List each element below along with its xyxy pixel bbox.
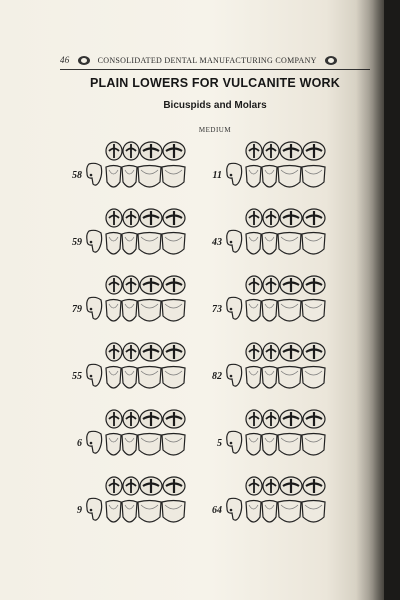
profile-view-tooth <box>84 296 104 322</box>
occlusal-tooth <box>263 209 279 227</box>
occlusal-tooth <box>140 343 162 361</box>
buccal-tooth <box>122 434 137 456</box>
buccal-tooth <box>246 367 261 389</box>
buccal-tooth <box>246 300 261 322</box>
buccal-tooth <box>278 166 301 188</box>
occlusal-view-teeth <box>244 274 330 296</box>
buccal-tooth <box>246 166 261 188</box>
occlusal-tooth <box>106 209 122 227</box>
occlusal-tooth <box>140 209 162 227</box>
occlusal-tooth <box>123 477 139 495</box>
tooth-set <box>200 274 350 334</box>
buccal-tooth <box>106 434 121 456</box>
buccal-tooth <box>246 233 261 255</box>
buccal-tooth <box>106 501 121 523</box>
buccal-view-teeth <box>104 365 190 393</box>
tooth-set <box>200 475 350 535</box>
mould-number: 82 <box>212 371 222 382</box>
header-rule <box>60 69 370 70</box>
tooth-set <box>200 341 350 401</box>
buccal-tooth <box>122 501 137 523</box>
occlusal-tooth <box>280 276 302 294</box>
occlusal-tooth <box>123 142 139 160</box>
profile-view-tooth <box>84 430 104 456</box>
buccal-view-teeth <box>244 164 330 192</box>
profile-view-tooth <box>84 363 104 389</box>
occlusal-view-teeth <box>104 140 190 162</box>
occlusal-view-teeth <box>104 274 190 296</box>
buccal-tooth <box>138 501 161 523</box>
tooth-set <box>200 408 350 468</box>
buccal-tooth <box>246 434 261 456</box>
occlusal-tooth <box>163 477 185 495</box>
mould-number: 58 <box>72 170 82 181</box>
mould-number: 55 <box>72 371 82 382</box>
occlusal-tooth <box>280 343 302 361</box>
buccal-tooth <box>302 166 325 188</box>
page-header <box>60 52 374 68</box>
occlusal-tooth <box>106 343 122 361</box>
occlusal-view-teeth <box>244 408 330 430</box>
mould-number: 79 <box>72 304 82 315</box>
buccal-view-teeth <box>244 432 330 460</box>
buccal-tooth <box>106 166 121 188</box>
occlusal-view-teeth <box>104 341 190 363</box>
buccal-tooth <box>162 501 185 523</box>
buccal-tooth <box>122 367 137 389</box>
buccal-tooth <box>262 233 277 255</box>
occlusal-tooth <box>106 410 122 428</box>
buccal-tooth <box>278 367 301 389</box>
company-name: CONSOLIDATED DENTAL MANUFACTURING COMPANY <box>97 55 317 65</box>
buccal-tooth <box>138 233 161 255</box>
buccal-view-teeth <box>244 365 330 393</box>
occlusal-view-teeth <box>104 207 190 229</box>
occlusal-tooth <box>246 142 262 160</box>
occlusal-tooth <box>303 209 325 227</box>
buccal-tooth <box>162 300 185 322</box>
occlusal-tooth <box>303 142 325 160</box>
occlusal-tooth <box>140 276 162 294</box>
occlusal-view-teeth <box>104 475 190 497</box>
mould-number: 11 <box>212 170 222 181</box>
buccal-tooth <box>302 367 325 389</box>
buccal-tooth <box>302 233 325 255</box>
occlusal-view-teeth <box>244 341 330 363</box>
buccal-tooth <box>106 233 121 255</box>
tooth-set <box>60 341 210 401</box>
mould-number: 73 <box>212 304 222 315</box>
buccal-tooth <box>302 501 325 523</box>
mould-number: 6 <box>77 438 82 449</box>
occlusal-view-teeth <box>104 408 190 430</box>
occlusal-tooth <box>163 142 185 160</box>
tooth-set <box>60 475 210 535</box>
mould-number: 5 <box>217 438 222 449</box>
occlusal-tooth <box>140 410 162 428</box>
mould-number: 59 <box>72 237 82 248</box>
profile-view-tooth <box>224 296 244 322</box>
buccal-tooth <box>138 434 161 456</box>
occlusal-tooth <box>123 276 139 294</box>
buccal-tooth <box>138 300 161 322</box>
occlusal-tooth <box>280 410 302 428</box>
occlusal-tooth <box>106 477 122 495</box>
occlusal-tooth <box>263 477 279 495</box>
occlusal-tooth <box>280 209 302 227</box>
buccal-view-teeth <box>104 432 190 460</box>
occlusal-tooth <box>163 410 185 428</box>
occlusal-tooth <box>163 209 185 227</box>
buccal-tooth <box>262 434 277 456</box>
page-subtitle: Bicuspids and Molars <box>163 100 267 111</box>
buccal-tooth <box>106 300 121 322</box>
buccal-view-teeth <box>104 298 190 326</box>
buccal-tooth <box>138 166 161 188</box>
occlusal-tooth <box>263 142 279 160</box>
tooth-set <box>60 274 210 334</box>
buccal-tooth <box>262 166 277 188</box>
occlusal-tooth <box>263 410 279 428</box>
tooth-set <box>60 140 210 200</box>
buccal-tooth <box>302 300 325 322</box>
buccal-tooth <box>138 367 161 389</box>
occlusal-tooth <box>303 343 325 361</box>
occlusal-tooth <box>280 477 302 495</box>
occlusal-view-teeth <box>244 207 330 229</box>
buccal-tooth <box>262 300 277 322</box>
occlusal-tooth <box>280 142 302 160</box>
occlusal-tooth <box>123 343 139 361</box>
buccal-view-teeth <box>244 499 330 527</box>
occlusal-tooth <box>303 410 325 428</box>
buccal-tooth <box>278 233 301 255</box>
size-label: MEDIUM <box>198 126 232 134</box>
spine-shadow <box>356 0 384 600</box>
profile-view-tooth <box>224 363 244 389</box>
occlusal-tooth <box>303 477 325 495</box>
buccal-tooth <box>162 166 185 188</box>
occlusal-tooth <box>246 343 262 361</box>
occlusal-tooth <box>163 276 185 294</box>
occlusal-tooth <box>106 276 122 294</box>
occlusal-tooth <box>163 343 185 361</box>
buccal-tooth <box>162 434 185 456</box>
profile-view-tooth <box>84 229 104 255</box>
buccal-tooth <box>262 501 277 523</box>
profile-view-tooth <box>224 229 244 255</box>
buccal-tooth <box>278 300 301 322</box>
buccal-tooth <box>122 233 137 255</box>
occlusal-tooth <box>246 477 262 495</box>
occlusal-tooth <box>123 209 139 227</box>
page-number: 46 <box>60 55 70 65</box>
tooth-set <box>60 408 210 468</box>
occlusal-tooth <box>263 276 279 294</box>
profile-view-tooth <box>224 430 244 456</box>
buccal-tooth <box>122 166 137 188</box>
profile-view-tooth <box>224 162 244 188</box>
mould-number: 64 <box>212 505 222 516</box>
buccal-tooth <box>278 434 301 456</box>
buccal-view-teeth <box>244 298 330 326</box>
page-title: PLAIN LOWERS FOR VULCANITE WORK <box>90 76 340 90</box>
occlusal-tooth <box>140 477 162 495</box>
cdm-logo-icon <box>78 56 90 65</box>
buccal-tooth <box>302 434 325 456</box>
tooth-set <box>200 207 350 267</box>
cdm-logo-icon <box>325 56 337 65</box>
occlusal-tooth <box>246 410 262 428</box>
buccal-tooth <box>262 367 277 389</box>
profile-view-tooth <box>84 497 104 523</box>
occlusal-tooth <box>123 410 139 428</box>
profile-view-tooth <box>224 497 244 523</box>
buccal-view-teeth <box>104 231 190 259</box>
buccal-tooth <box>162 233 185 255</box>
occlusal-tooth <box>303 276 325 294</box>
mould-number: 9 <box>77 505 82 516</box>
occlusal-tooth <box>106 142 122 160</box>
occlusal-tooth <box>140 142 162 160</box>
buccal-tooth <box>246 501 261 523</box>
buccal-tooth <box>278 501 301 523</box>
buccal-tooth <box>122 300 137 322</box>
buccal-view-teeth <box>244 231 330 259</box>
mould-number: 43 <box>212 237 222 248</box>
occlusal-tooth <box>246 276 262 294</box>
occlusal-tooth <box>246 209 262 227</box>
tooth-set <box>200 140 350 200</box>
buccal-tooth <box>106 367 121 389</box>
buccal-tooth <box>162 367 185 389</box>
occlusal-view-teeth <box>244 475 330 497</box>
profile-view-tooth <box>84 162 104 188</box>
occlusal-tooth <box>263 343 279 361</box>
buccal-view-teeth <box>104 164 190 192</box>
tooth-set <box>60 207 210 267</box>
buccal-view-teeth <box>104 499 190 527</box>
occlusal-view-teeth <box>244 140 330 162</box>
